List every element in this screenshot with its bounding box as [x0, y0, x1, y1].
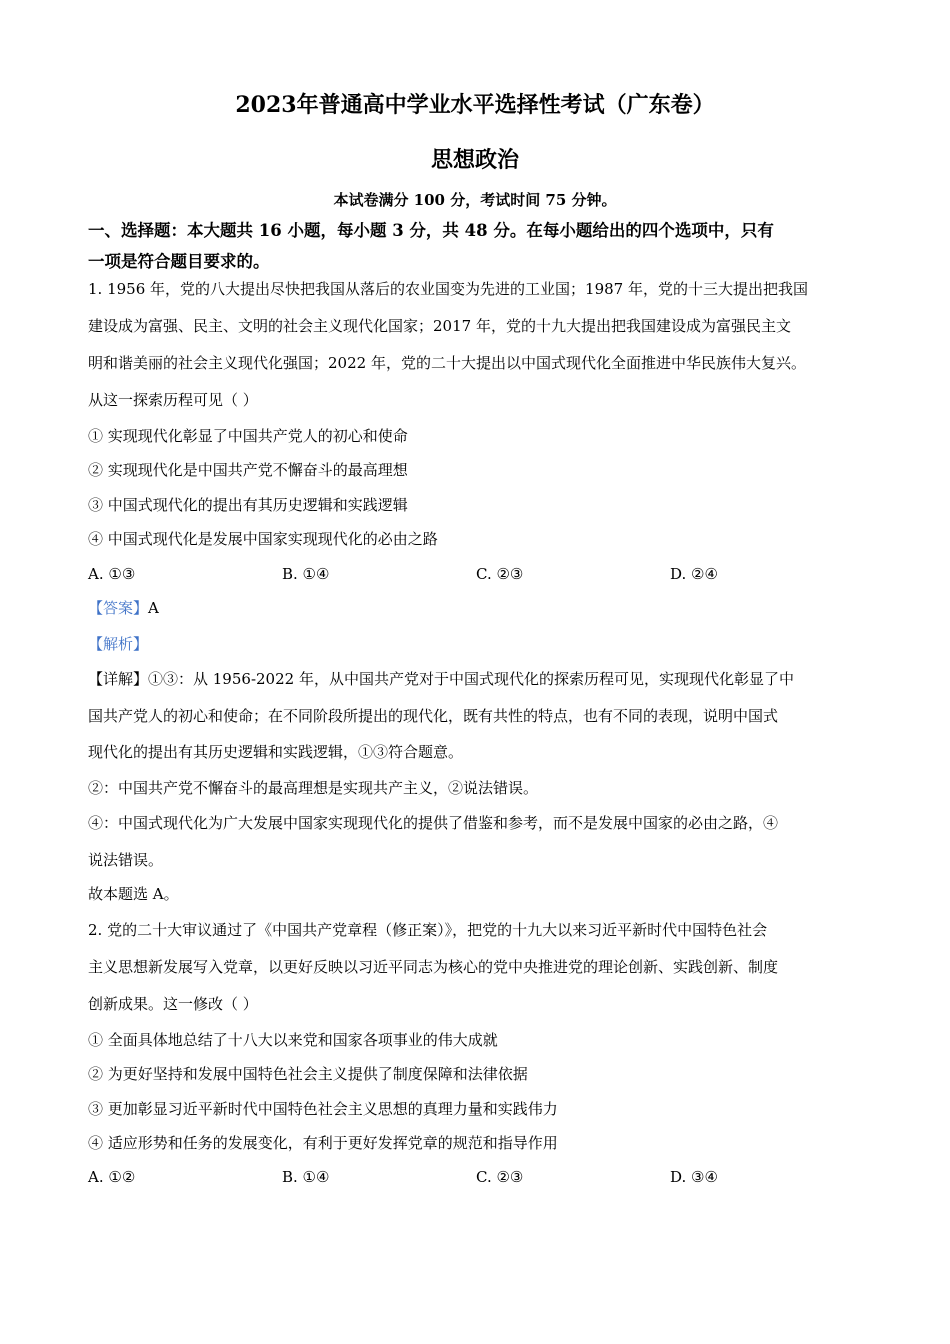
- statement-3: ③ 中国式现代化的提出有其历史逻辑和实践逻辑: [88, 496, 408, 514]
- explanation-line: 说法错误。: [88, 851, 164, 869]
- question-stem-line: 明和谐美丽的社会主义现代化强国；2022 年，党的二十大提出以中国式现代化全面推进中华民族伟大复兴。: [88, 354, 806, 372]
- answer-value: A: [148, 599, 159, 617]
- option-d: D. ③④: [670, 1168, 718, 1186]
- question-stem-line: 创新成果。这一修改（ ）: [88, 995, 258, 1013]
- explanation-line: 国共产党人的初心和使命；在不同阶段所提出的现代化，既有共性的特点，也有不同的表现，说明中国式: [88, 707, 779, 725]
- option-a: A. ①②: [88, 1168, 136, 1186]
- question-stem-line: 建设成为富强、民主、文明的社会主义现代化国家；2017 年，党的十九大提出把我国建设成为富强民主文: [88, 317, 791, 335]
- explanation-line: 现代化的提出有其历史逻辑和实践逻辑，①③符合题意。: [88, 743, 464, 761]
- explanation-line: 故本题选 A。: [88, 885, 179, 903]
- statement-1: ① 全面具体地总结了十八大以来党和国家各项事业的伟大成就: [88, 1031, 498, 1049]
- question-stem-line: 1. 1956 年，党的八大提出尽快把我国从落后的农业国变为先进的工业国；1987 年，党的十三大提出把我国: [88, 280, 808, 298]
- answer-line: [88, 598, 159, 618]
- option-c: C. ②③: [476, 1168, 524, 1186]
- statement-1: ① 实现现代化彰显了中国共产党人的初心和使命: [88, 427, 408, 445]
- analysis-label: 【解析】: [88, 635, 149, 653]
- section-heading-line-2: 一项是符合题目要求的。: [88, 252, 270, 271]
- answer-label: 【答案】: [88, 599, 149, 617]
- subject-title: 思想政治: [430, 147, 519, 173]
- exam-title: 2023年普通高中学业水平选择性考试（广东卷）: [235, 92, 715, 118]
- statement-2: ② 实现现代化是中国共产党不懈奋斗的最高理想: [88, 461, 408, 479]
- explanation-line: 【详解】①③：从 1956-2022 年，从中国共产党对于中国式现代化的探索历程可见，实现现代化彰显了中: [88, 670, 794, 688]
- explanation-line: ②：中国共产党不懈奋斗的最高理想是实现共产主义，②说法错误。: [88, 779, 539, 797]
- question-stem-line: 主义思想新发展写入党章，以更好反映以习近平同志为核心的党中央推进党的理论创新、实践创新、制度: [88, 958, 779, 976]
- question-stem-line: 从这一探索历程可见（ ）: [88, 391, 258, 409]
- option-c: C. ②③: [476, 565, 524, 583]
- statement-3: ③ 更加彰显习近平新时代中国特色社会主义思想的真理力量和实践伟力: [88, 1100, 558, 1118]
- statement-4: ④ 适应形势和任务的发展变化，有利于更好发挥党章的规范和指导作用: [88, 1134, 558, 1152]
- explanation-line: ④：中国式现代化为广大发展中国家实现现代化的提供了借鉴和参考，而不是发展中国家的必由之路，④: [88, 814, 779, 832]
- statement-4: ④ 中国式现代化是发展中国家实现现代化的必由之路: [88, 530, 438, 548]
- option-b: B. ①④: [282, 565, 330, 583]
- section-heading-line-1: 一、选择题：本大题共 16 小题，每小题 3 分，共 48 分。在每小题给出的四个选项中，只有: [88, 221, 774, 240]
- option-a: A. ①③: [88, 565, 136, 583]
- option-b: B. ①④: [282, 1168, 330, 1186]
- statement-2: ② 为更好坚持和发展中国特色社会主义提供了制度保障和法律依据: [88, 1065, 528, 1083]
- option-d: D. ②④: [670, 565, 718, 583]
- exam-info: 本试卷满分 100 分，考试时间 75 分钟。: [333, 191, 617, 209]
- question-stem-line: 2. 党的二十大审议通过了《中国共产党章程（修正案）》，把党的十九大以来习近平新时代中国特色社会: [88, 921, 768, 939]
